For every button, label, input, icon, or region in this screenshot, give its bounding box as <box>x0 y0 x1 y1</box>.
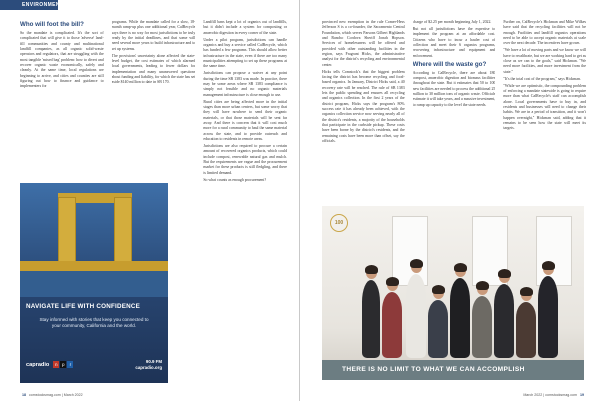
bridge-span <box>20 261 168 271</box>
npr-letter: p <box>62 362 65 367</box>
issue-date: March 2022 <box>63 393 83 397</box>
left-column-3 <box>203 20 287 388</box>
publication-name: comstocksmag.com <box>545 393 577 397</box>
paragraph: "We have a lot of moving parts and we know we will have to recalibrate, but we are working hard to get as close as we can to the goals," said Hickman. "We need more facilities, and more investment from the state." <box>503 48 587 74</box>
paragraph: charge of $2.25 per month beginning July 1, 2022. <box>412 20 492 24</box>
paragraph: Rural cities are being affected more in the initial stages than more urban centers, but some worry that they will have nowhere to send their organic materials, or that those materials will be sent far away. And there is concern that it will cost much more for a rural community to haul the same material across the state, and to provide outreach and education to residents in remote areas. <box>203 99 288 141</box>
right-page-columns <box>322 20 586 200</box>
section-label: ENVIRONMENT <box>22 2 64 8</box>
company-logo: 100 <box>330 214 348 232</box>
ad-headline: NAVIGATE LIFE WITH CONFIDENCE <box>26 303 141 310</box>
paragraph: "While we are optimistic, the compounding problem of enforcing a mandate statewide is going to require more than what CalRecycle's staff can accomplish alone. Local governments have to buy in, and residents and businesses will need to change their habits. We are in a period of transition, and it won't happen overnight," Hickman said, adding that it remains to be seen how the state will meet its targets. <box>503 83 587 131</box>
paragraph: Jurisdictions can propose a waiver at any point during the time SB 1383 was made. In practice, there may be some areas where SB 1383 compliance is simply not feasible and no organic materials management infrastructure is close enough to use. <box>203 71 288 97</box>
right-page <box>300 0 600 401</box>
person <box>406 274 426 358</box>
paragraph: "It's the total cost of the program," says Hickman. <box>503 76 581 81</box>
npr-letter: r <box>67 361 73 368</box>
article-subheading: Who will foot the bill? <box>20 21 84 28</box>
person <box>382 292 402 358</box>
right-column-2 <box>413 20 496 200</box>
person <box>538 276 558 358</box>
paragraph: Further on, CalRecycle's Hickman and Mike Wilkes have said that the recycling facilities will not be enough. Facilities and landfill organics operations need to be able to accept organic materials at scale over the next decade. The incentives have grown. <box>503 20 587 46</box>
paragraph: Under a pilot program, jurisdictions can handle organics and buy a service called CalRecycle, which has funded a few programs. This should allow better infrastructure in the state, even if there are too many municipalities attempting to set up these programs at the same time. <box>203 37 288 69</box>
station-frequency: 90.9 FM <box>145 359 162 364</box>
paragraph: But not all jurisdictions have the expertise to implement the program at an affordable cost. Citizens who have to incur a hauler cost of collection and meet their 6 organics programs, recovering infrastructure and equipment and enforcement. <box>412 26 496 58</box>
left-column-2 <box>112 20 196 180</box>
right-column-1 <box>322 20 405 200</box>
right-column-3 <box>503 20 586 200</box>
publication-name: comstocksmag.com <box>29 393 61 397</box>
npr-logo <box>53 361 73 368</box>
paragraph: Landfill bans kept a lot of organics out of landfills, but it didn't include a system for composting or anaerobic digestion in every corner of the state. <box>203 20 288 35</box>
ad-logos <box>26 361 73 368</box>
paragraph: The provisions' uncertainty alone affected the state-level budget, the cost estimates of which alarmed local governments, leading to fewer dollars for implementation and many unanswered questions about funding and liability, for which the state has set aside $140 million to date in SB 170. <box>111 53 196 85</box>
page-number: 19 <box>580 393 584 397</box>
page-number: 18 <box>22 393 26 397</box>
paragraph: programs. While the mandate called for a slow, 18-month ramp-up plus one additional year, CalRecycle says there is no way for most jurisdictions to be truly ready by the initial deadlines, and that some will need several more years to build infrastructure and to set up systems. <box>111 20 196 51</box>
person <box>494 284 514 358</box>
paragraph: So what counts as enough procurement? <box>203 177 267 182</box>
person <box>450 278 470 358</box>
paragraph: Hicks tells Comstock's that the biggest problem facing the district has become recycling and food-based organics. In January, District Hicks said, a 40 recovery rate will be reached. The rule of SB 1383 lets the public spending and ensures all recycling and organics collection. In the first 2 years of the district program, Hicks says the program's 80% success rate it has already been achieved, with the organics collection service now serving nearly all of the district's residents, a majority of the households that participate in the curbside pickup. These costs have been borne by the district's residents, and the remaining costs have been more than offset, say the officials. <box>322 69 405 144</box>
npr-letter: n <box>55 362 58 367</box>
ad-banner-text: THERE IS NO LIMIT TO WHAT WE CAN ACCOMPLISH <box>342 366 525 373</box>
issue-date: March 2022 <box>523 393 543 397</box>
section-header-bar <box>0 0 64 10</box>
river-water <box>20 271 168 297</box>
capradio-advertisement <box>20 183 168 383</box>
left-page-footer: 18 comstocksmag.com | March 2022 <box>22 393 83 397</box>
paragraph: provinced new exemption in the rule Comer-Hess Jefferson S is a co-founder, the Sacramento Central Foundation, which serves Parsons Gilbert Highlands and Rancho Cordova Sheriff Jonah Hopson. Services of homelessness will be offered and provided with other outstanding facilities in the region, says Fragrant Hicks, the administrative analyst for the district's recycling and environmental center. <box>322 20 405 67</box>
paragraph: So the mandate is complicated. It's the sort of complicated that will give it to those 'adverse' land-fill communities and county and multinational landfill companies, as all organic solid-waste operators and regulators, that are struggling with the most tangible 'mixed bag' problem: how to divert and recover organic waste economically, safely and cleanly. At the same time, local regulations are beginning to arrive, and cities and counties are still figuring out how to finance and guidance to implementers for <box>20 31 104 89</box>
left-column-1 <box>20 20 104 180</box>
paragraph: According to CalRecycle, there are about 180 compost, anaerobic digestion and biomass facilities throughout the state. But it estimates that 50 to 100 new facilities are needed to process the additional 25 million to 30 million tons of organic waste. Officials estimate it will take years, and a massive investment, to ramp up capacity to the level the state needs. <box>412 70 496 107</box>
person <box>516 302 536 358</box>
ad-banner <box>322 360 584 380</box>
person <box>428 300 448 358</box>
station-website: capradio.org <box>135 364 162 370</box>
person <box>472 296 492 358</box>
group-photo-advertisement <box>322 206 584 380</box>
ad-station-info <box>135 359 162 370</box>
ad-copy: Stay informed with stories that keep you connected to your community, California and the world. <box>39 317 149 328</box>
article-subheading: Where will the waste go? <box>412 60 487 68</box>
right-page-footer: March 2022 | comstocksmag.com 19 <box>523 393 584 397</box>
capradio-logo: capradio <box>26 361 50 368</box>
person <box>362 280 380 358</box>
office-window <box>536 216 572 286</box>
paragraph: Jurisdictions are also required to procure a certain amount of recovered organics products, which could include compost, renewable natural gas and mulch. But the requirements are vague and the procurement market for these products is still fledgling, and there is limited demand. <box>203 143 288 175</box>
office-window <box>392 216 428 286</box>
